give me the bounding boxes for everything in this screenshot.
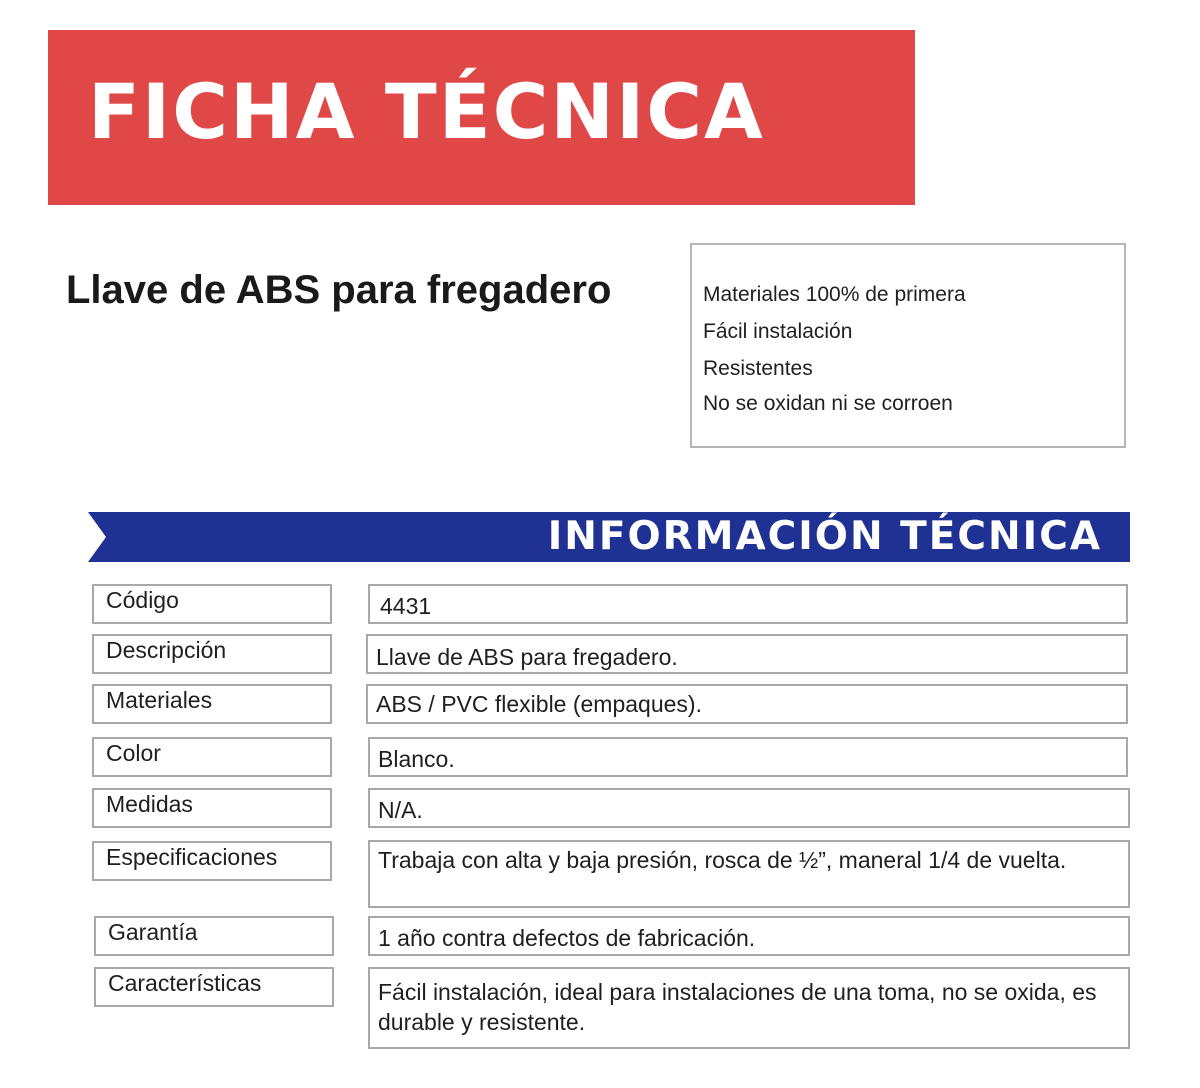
- spec-value-text: Fácil instalación, ideal para instalaciones de una toma, no se oxida, es durable y resistente.: [378, 979, 1097, 1036]
- features-box: [690, 243, 1126, 448]
- spec-value-garantia: [368, 916, 1130, 956]
- spec-label-text: Código: [106, 587, 179, 613]
- spec-label-text: Descripción: [106, 637, 227, 663]
- spec-label-color: [92, 737, 332, 777]
- spec-value-descripcion: [366, 634, 1128, 674]
- spec-label-descripcion: [92, 634, 332, 674]
- spec-value-especificaciones: [368, 840, 1130, 908]
- spec-label-medidas: [92, 788, 332, 828]
- title-banner: [48, 30, 915, 205]
- spec-label-caracteristicas: [94, 967, 334, 1007]
- spec-value-text: Llave de ABS para fregadero.: [376, 644, 678, 670]
- spec-label-especificaciones: [92, 841, 332, 881]
- spec-value-text: Blanco.: [378, 746, 455, 772]
- spec-value-codigo: [368, 584, 1128, 624]
- spec-label-materiales: [92, 684, 332, 724]
- spec-label-text: Materiales: [106, 687, 213, 713]
- spec-value-caracteristicas: [368, 967, 1130, 1049]
- spec-label-text: Garantía: [108, 919, 198, 945]
- spec-value-materiales: [366, 684, 1128, 724]
- spec-label-text: Características: [108, 970, 262, 996]
- feature-item: Materiales 100% de primera: [703, 283, 966, 306]
- feature-item: Fácil instalación: [703, 320, 853, 343]
- page-title: FICHA TÉCNICA: [88, 67, 765, 156]
- spec-value-color: [368, 737, 1128, 777]
- product-name: Llave de ABS para fregadero: [66, 268, 612, 312]
- spec-value-text: N/A.: [378, 797, 423, 823]
- spec-value-text: 1 año contra defectos de fabricación.: [378, 925, 756, 951]
- spec-value-medidas: [368, 788, 1130, 828]
- spec-label-text: Medidas: [106, 791, 193, 817]
- spec-label-text: Color: [106, 740, 161, 766]
- feature-item: No se oxidan ni se corroen: [703, 392, 953, 415]
- feature-item: Resistentes: [703, 357, 813, 380]
- spec-label-codigo: [92, 584, 332, 624]
- spec-value-text: ABS / PVC flexible (empaques).: [376, 691, 702, 717]
- spec-value-text: Trabaja con alta y baja presión, rosca de ½”, maneral 1/4 de vuelta.: [378, 847, 1067, 873]
- spec-value-text: 4431: [380, 593, 432, 619]
- spec-label-garantia: [94, 916, 334, 956]
- spec-label-text: Especificaciones: [106, 844, 278, 870]
- technical-info-header: [88, 512, 1130, 562]
- section-title: INFORMACIÓN TÉCNICA: [547, 514, 1102, 559]
